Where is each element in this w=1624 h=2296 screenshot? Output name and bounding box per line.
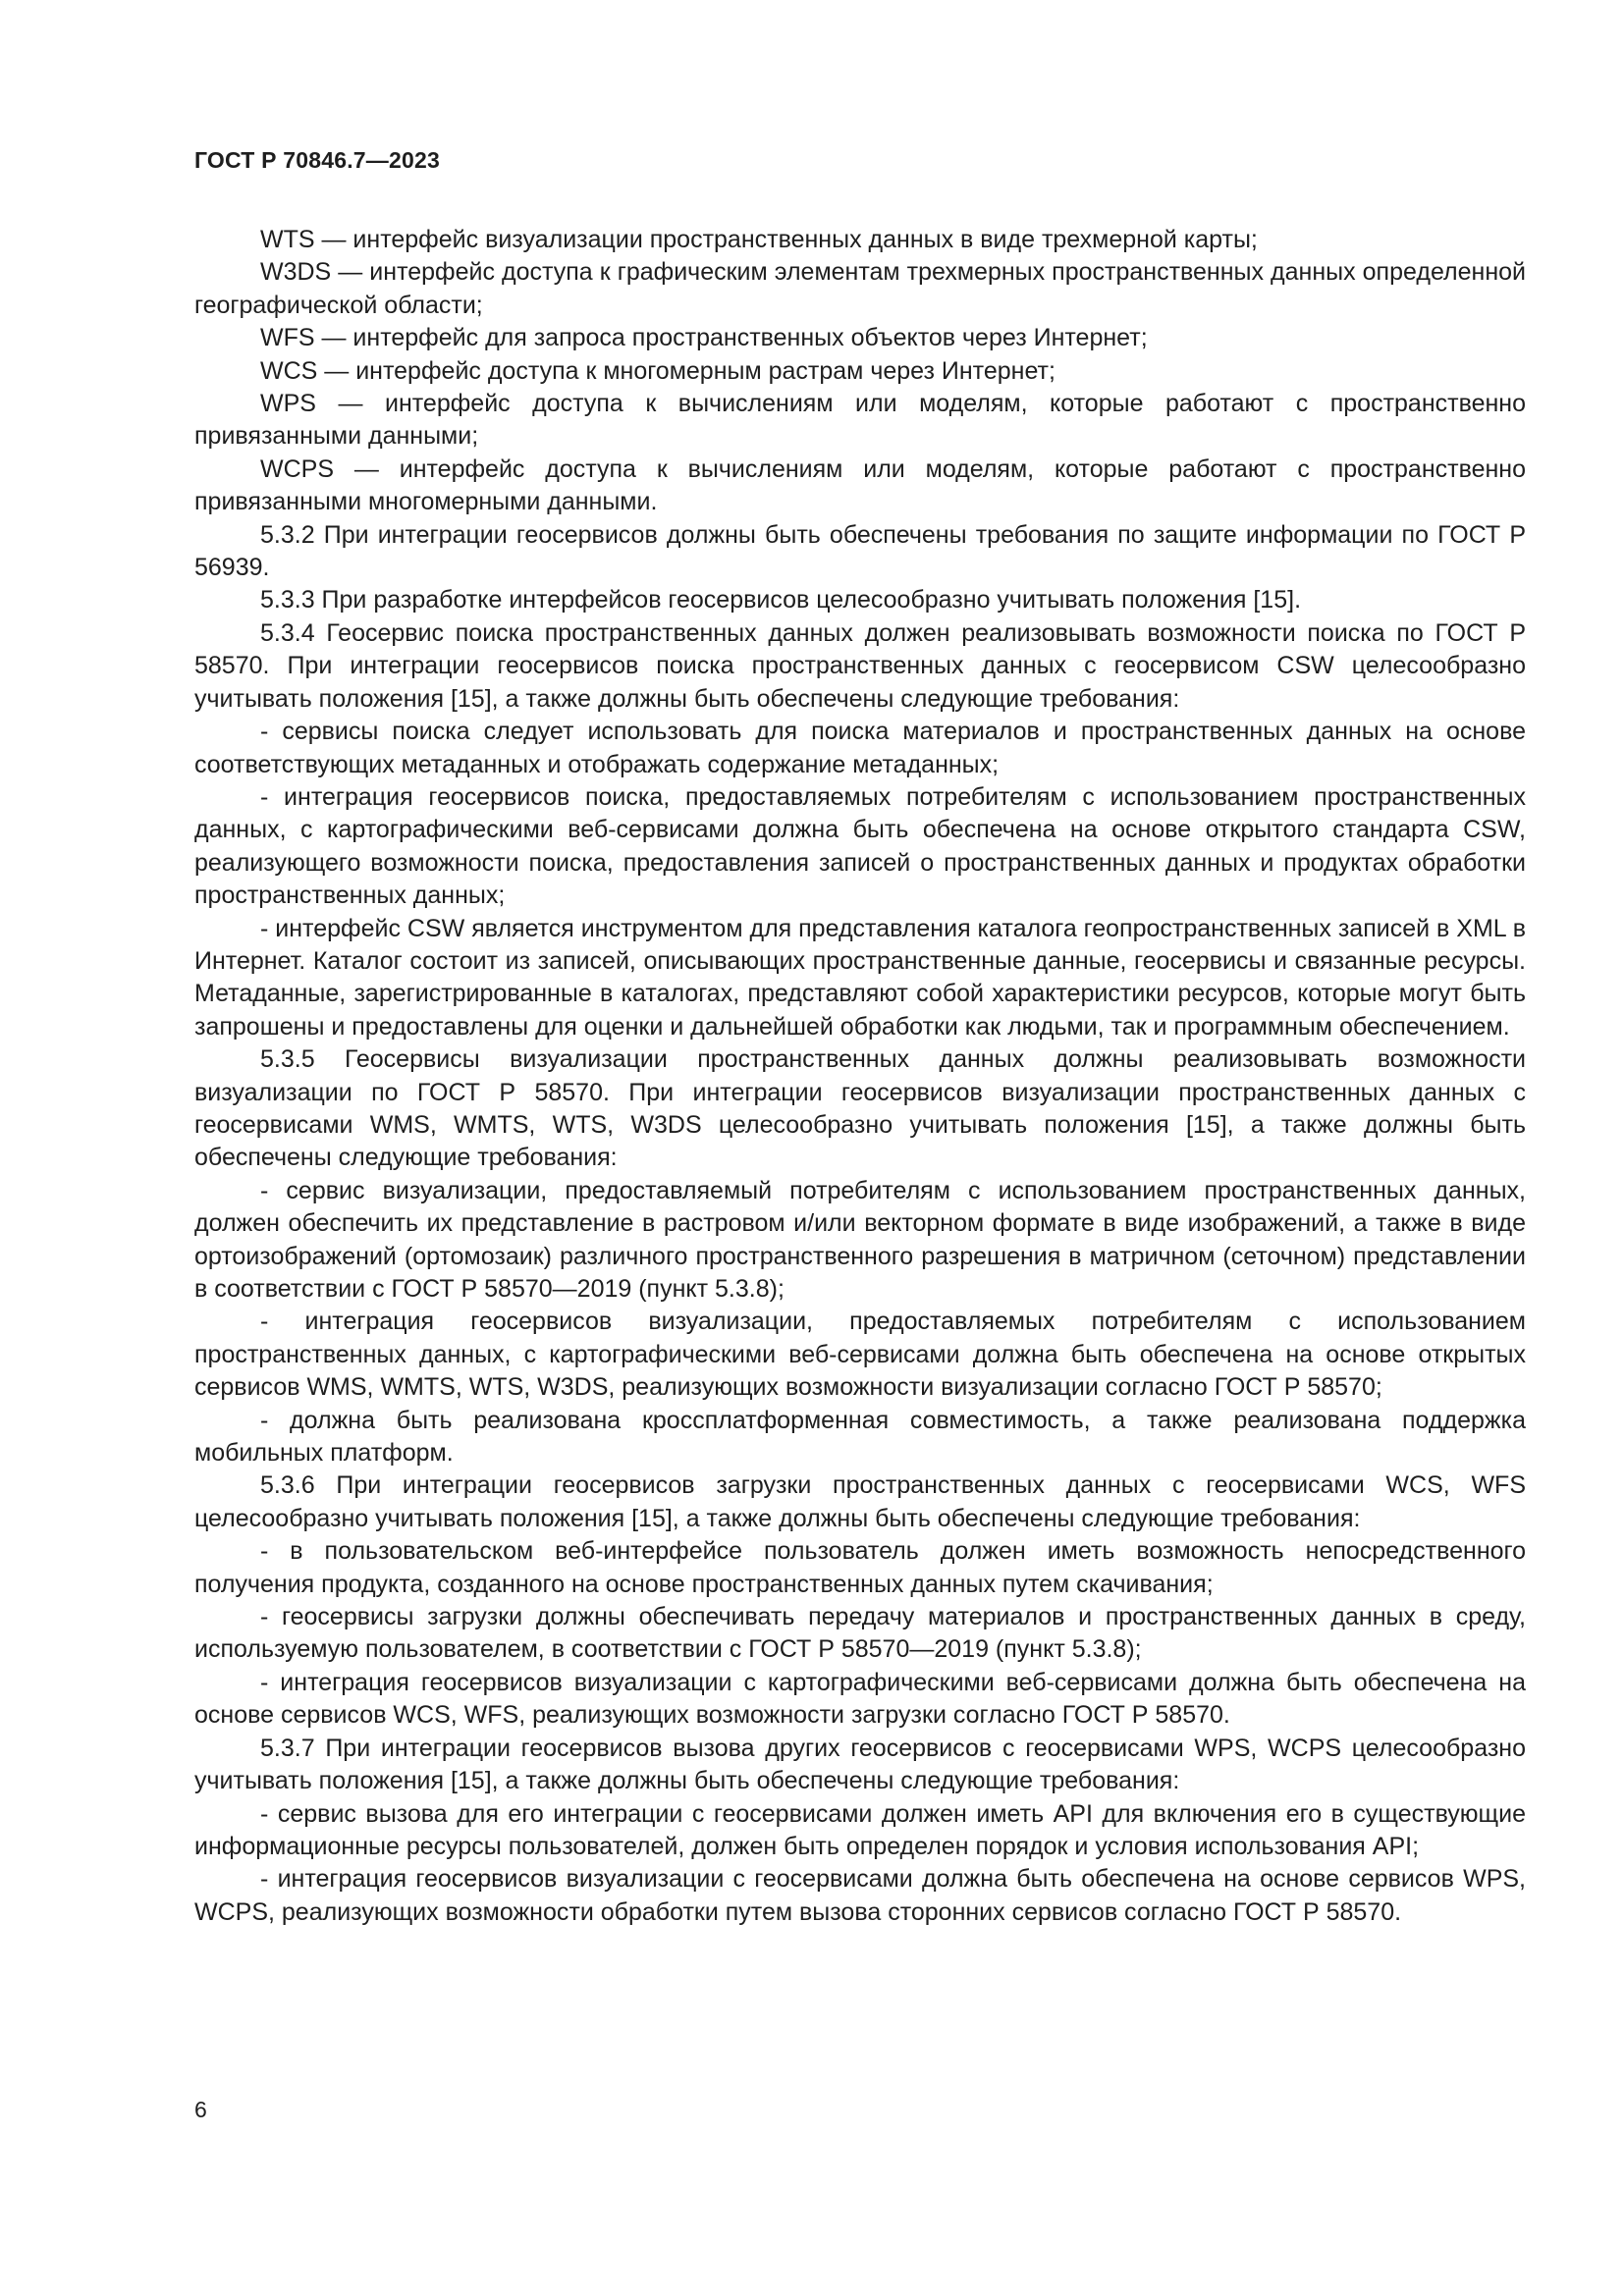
paragraph-wfs: WFS — интерфейс для запроса пространственных объектов через Интернет;	[260, 324, 1148, 352]
list-item: - сервисы поиска следует использовать для поиска материалов и пространственных данных на основе соответствующих метаданных и отображать содержание метаданных;	[194, 718, 1526, 778]
list-item: - интеграция геосервисов визуализации с геосервисами должна быть обеспечена на основе сервисов WPS, WCPS, реализующих возможности обработки путем вызова сторонних сервисов согласно ГОСТ Р 58570.	[194, 1865, 1526, 1926]
paragraph-5-3-4: 5.3.4 Геосервис поиска пространственных данных должен реализовывать возможности поиска по ГОСТ Р 58570. При интеграции геосервисов поиска пространственных данных с геосервисом CSW целесообразно учитывать положения [15], а также должны быть обеспечены следующие требования:	[194, 618, 1526, 713]
list-item: - должна быть реализована кроссплатформенная совместимость, а также реализована поддержка мобильных платформ.	[194, 1406, 1526, 1468]
list-item: - интеграция геосервисов визуализации с картографическими веб-сервисами должна быть обеспечена на основе сервисов WCS, WFS, реализующих возможности загрузки согласно ГОСТ Р 58570.	[194, 1668, 1526, 1730]
paragraph-wcps: WCPS — интерфейс доступа к вычислениям или моделям, которые работают с пространственно привязанными многомерными данными.	[194, 454, 1526, 516]
paragraph-5-3-6: 5.3.6 При интеграции геосервисов загрузки пространственных данных с геосервисами WCS, WFS целесообразно учитывать положения [15], а также должны быть обеспечены следующие требования:	[194, 1471, 1526, 1532]
list-item: - сервис вызова для его интеграции с геосервисами должен иметь API для включения его в существующие информационные ресурсы пользователей, должен быть определен порядок и условия использования API;	[194, 1799, 1526, 1860]
paragraph-5-3-5: 5.3.5 Геосервисы визуализации пространственных данных должны реализовывать возможности визуализации по ГОСТ Р 58570. При интеграции геосервисов визуализации пространственных данных с геосервисами WMS, WMTS, WTS, W3DS целесообразно учитывать положения [15], а также должны быть обеспечены следующие требования:	[194, 1045, 1526, 1172]
list-item: - в пользовательском веб-интерфейсе пользователь должен иметь возможность непосредственного получения продукта, созданного на основе пространственных данных путем скачивания;	[194, 1537, 1526, 1598]
list-item: - интеграция геосервисов поиска, предоставляемых потребителям с использованием пространственных данных, с картографическими веб-сервисами должна быть обеспечена на основе открытого стандарта CSW, реализующего возможности поиска, предоставления записей о пространственных данных и продуктах обработки пространственных данных;	[194, 782, 1526, 910]
document-body	[194, 224, 1526, 1929]
paragraph-wps: WPS — интерфейс доступа к вычислениям или моделям, которые работают с пространственно привязанными данными;	[194, 390, 1526, 451]
paragraph-wcs: WCS — интерфейс доступа к многомерным растрам через Интернет;	[260, 356, 1056, 385]
paragraph-w3ds: W3DS — интерфейс доступа к графическим элементам трехмерных пространственных данных определенной географической области;	[194, 258, 1526, 319]
document-code-header: ГОСТ Р 70846.7—2023	[194, 147, 440, 173]
list-item: - интерфейс CSW является инструментом для представления каталога геопространственных записей в XML в Интернет. Каталог состоит из записей, описывающих пространственные данные, геосервисы и связанные ресурсы. Метаданные, зарегистрированные в каталогах, представляют собой характеристики ресурсов, которые могут быть запрошены и предоставлены для оценки и дальнейшей обработки как людьми, так и программным обеспечением.	[194, 914, 1526, 1041]
page-number: 6	[194, 2097, 207, 2122]
paragraph-5-3-2: 5.3.2 При интеграции геосервисов должны быть обеспечены требования по защите информации по ГОСТ Р 56939.	[194, 520, 1526, 582]
list-item: - сервис визуализации, предоставляемый потребителям с использованием пространственных данных, должен обеспечить их представление в растровом и/или векторном формате в виде изображений, а также в виде ортоизображений (ортомозаик) различного пространственного разрешения в матричном (сеточном) представлении в соответствии с ГОСТ Р 58570—2019 (пункт 5.3.8);	[194, 1176, 1526, 1303]
list-item: - геосервисы загрузки должны обеспечивать передачу материалов и пространственных данных в среду, используемую пользователем, в соответствии с ГОСТ Р 58570—2019 (пункт 5.3.8);	[194, 1603, 1526, 1664]
paragraph-5-3-7: 5.3.7 При интеграции геосервисов вызова других геосервисов с геосервисами WPS, WCPS целесообразно учитывать положения [15], а также должны быть обеспечены следующие требования:	[194, 1734, 1526, 1795]
paragraph-5-3-3: 5.3.3 При разработке интерфейсов геосервисов целесообразно учитывать положения [15].	[260, 586, 1302, 614]
list-item: - интеграция геосервисов визуализации, предоставляемых потребителям с использованием пространственных данных, с картографическими веб-сервисами должна быть обеспечена на основе открытых сервисов WMS, WMTS, WTS, W3DS, реализующих возможности визуализации согласно ГОСТ Р 58570;	[194, 1308, 1526, 1402]
paragraph-wts: WTS — интерфейс визуализации пространственных данных в виде трехмерной карты;	[260, 226, 1258, 253]
